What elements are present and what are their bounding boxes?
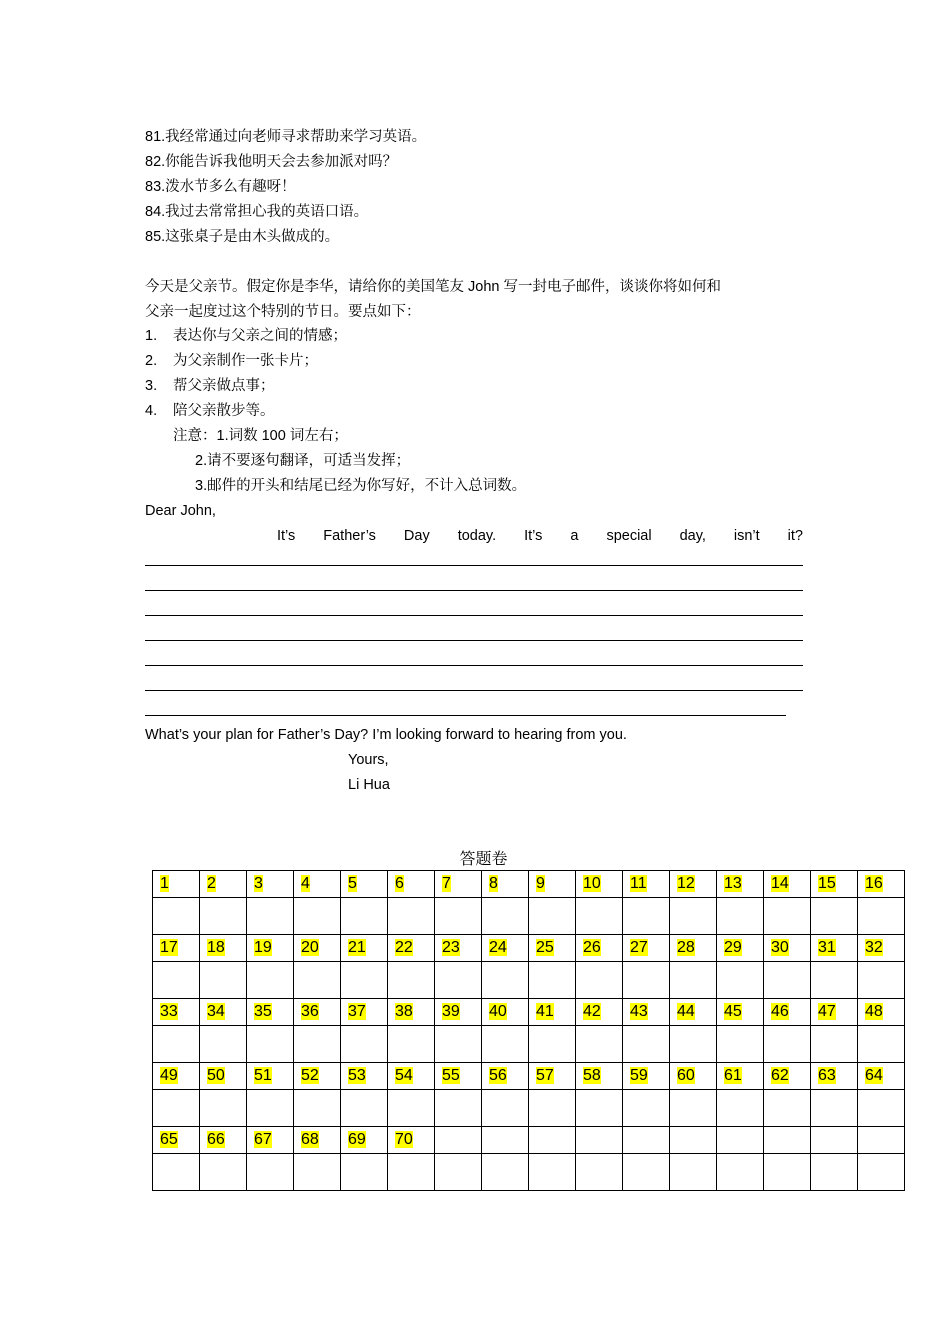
answer-sheet-title: 答题卷 [459,851,508,868]
question-number-cell [576,999,623,1026]
question-number-cell [200,871,247,898]
answer-cell[interactable] [529,1026,576,1063]
question-number-row [153,1063,905,1090]
question-number: 60 [677,1067,695,1084]
answer-row [153,962,905,999]
answer-cell[interactable] [482,1154,529,1191]
answer-cell[interactable] [576,1090,623,1127]
question-number-cell [482,935,529,962]
question-number-cell [153,999,200,1026]
answer-cell[interactable] [858,1090,905,1127]
point-text: 为父亲制作一张卡片； [173,353,318,369]
answer-cell[interactable] [435,1026,482,1063]
question-number-cell [670,935,717,962]
writing-line[interactable] [145,715,786,716]
question-number: 58 [583,1067,601,1084]
answer-cell[interactable] [435,898,482,935]
writing-line[interactable] [145,665,803,666]
answer-cell[interactable] [858,1154,905,1191]
question-number-cell [717,999,764,1026]
question-number: 33 [160,1003,178,1020]
answer-row [153,1026,905,1063]
question-number: 51 [254,1067,272,1084]
answer-cell[interactable] [247,1090,294,1127]
question-number-cell [623,999,670,1026]
prompt-point-1 [145,326,347,346]
point-text: 表达你与父亲之间的情感； [173,328,347,344]
writing-line[interactable] [145,690,803,691]
answer-cell[interactable] [435,962,482,999]
question-number: 59 [630,1067,648,1084]
question-number: 18 [207,939,225,956]
opening-word: Day [403,528,430,544]
question-number-cell [811,999,858,1026]
question-number: 34 [207,1003,225,1020]
question-number-cell [294,1063,341,1090]
question-number-cell [341,1127,388,1154]
answer-cell[interactable] [670,1090,717,1127]
prompt-note-1: 注意：1.词数 100 词左右； [173,428,348,444]
answer-cell[interactable] [623,1026,670,1063]
question-number: 61 [724,1067,742,1084]
answer-cell[interactable] [717,962,764,999]
question-number-cell [576,935,623,962]
question-number: 30 [771,939,789,956]
question-number-cell [576,1127,623,1154]
translation-item-81: 81.我经常通过向老师寻求帮助来学习英语。 [145,129,427,145]
question-number: 67 [254,1131,272,1148]
question-number-cell [670,871,717,898]
question-number-cell [200,935,247,962]
question-number: 21 [348,939,366,956]
question-number: 14 [771,875,789,892]
question-number: 2 [207,875,216,892]
question-number-cell [388,935,435,962]
question-number-cell [341,935,388,962]
question-number-cell [247,871,294,898]
answer-cell[interactable] [576,1026,623,1063]
answer-cell[interactable] [294,962,341,999]
answer-cell[interactable] [247,898,294,935]
translation-item-83: 83.泼水节多么有趣呀！ [145,179,296,195]
question-number: 29 [724,939,742,956]
question-number: 53 [348,1067,366,1084]
answer-cell[interactable] [341,1154,388,1191]
question-number-cell [811,1127,858,1154]
answer-cell[interactable] [576,962,623,999]
question-number: 70 [395,1131,413,1148]
answer-cell[interactable] [811,898,858,935]
question-number-cell [623,935,670,962]
answer-cell[interactable] [576,1154,623,1191]
answer-cell[interactable] [388,1026,435,1063]
question-number-cell [294,871,341,898]
answer-cell[interactable] [341,1026,388,1063]
answer-cell[interactable] [764,1154,811,1191]
question-number-cell [623,871,670,898]
question-number-cell [858,1063,905,1090]
question-number-cell [482,1127,529,1154]
answer-cell[interactable] [341,898,388,935]
point-text: 陪父亲散步等。 [173,403,275,419]
question-number-cell [576,1063,623,1090]
answer-cell[interactable] [388,898,435,935]
question-number: 48 [865,1003,883,1020]
question-number-cell [482,999,529,1026]
question-number-cell [670,999,717,1026]
question-number: 46 [771,1003,789,1020]
answer-row [153,898,905,935]
question-number: 26 [583,939,601,956]
answer-cell[interactable] [764,898,811,935]
question-number: 12 [677,875,695,892]
question-number: 64 [865,1067,883,1084]
answer-cell[interactable] [576,898,623,935]
question-number: 44 [677,1003,695,1020]
answer-cell[interactable] [811,962,858,999]
letter-closing: What’s your plan for Father’s Day? I’m looking forward to hearing from you. [145,727,627,743]
answer-sheet-table [152,870,905,1191]
question-number: 63 [818,1067,836,1084]
answer-cell[interactable] [294,898,341,935]
question-number-cell [247,935,294,962]
question-number-cell [717,871,764,898]
question-number-cell [388,1063,435,1090]
answer-cell[interactable] [153,1090,200,1127]
answer-cell[interactable] [200,1090,247,1127]
question-number: 22 [395,939,413,956]
question-number-cell [435,1127,482,1154]
question-number: 65 [160,1131,178,1148]
opening-word: It’s [277,528,296,544]
question-number-cell [576,871,623,898]
question-number-cell [247,999,294,1026]
question-number: 41 [536,1003,554,1020]
answer-cell[interactable] [670,898,717,935]
question-number-cell [341,871,388,898]
question-number-cell [482,1063,529,1090]
question-number-row [153,935,905,962]
question-number-cell [764,999,811,1026]
prompt-line-2: 父亲一起度过这个特别的节日。要点如下： [145,304,421,320]
question-number-cell [811,935,858,962]
writing-line[interactable] [145,565,803,566]
answer-cell[interactable] [811,1090,858,1127]
answer-cell[interactable] [294,1154,341,1191]
answer-cell[interactable] [717,1026,764,1063]
writing-line[interactable] [145,590,803,591]
question-number-cell [529,1063,576,1090]
answer-cell[interactable] [200,898,247,935]
question-number: 52 [301,1067,319,1084]
question-number-cell [811,871,858,898]
question-number: 55 [442,1067,460,1084]
answer-cell[interactable] [858,898,905,935]
writing-line[interactable] [145,640,803,641]
letter-greeting: Dear John, [145,503,216,519]
question-number-cell [294,935,341,962]
question-number: 10 [583,875,601,892]
question-number: 66 [207,1131,225,1148]
prompt-line-1: 今天是父亲节。假定你是李华，请给你的美国笔友 John 写一封电子邮件，谈谈你将如何和 [145,279,721,295]
question-number-cell [529,871,576,898]
question-number-cell [858,871,905,898]
question-number-cell [482,871,529,898]
answer-cell[interactable] [388,1154,435,1191]
question-number-cell [529,935,576,962]
question-number-cell [529,1127,576,1154]
question-number-cell [200,1127,247,1154]
opening-word: isn’t [733,528,760,544]
question-number-cell [858,1127,905,1154]
question-number: 54 [395,1067,413,1084]
answer-cell[interactable] [670,1154,717,1191]
question-number: 11 [630,875,647,892]
question-number: 3 [254,875,263,892]
answer-cell[interactable] [764,1026,811,1063]
answer-cell[interactable] [200,1026,247,1063]
question-number-cell [670,1063,717,1090]
answer-cell[interactable] [623,898,670,935]
answer-cell[interactable] [153,1154,200,1191]
answer-cell[interactable] [200,962,247,999]
question-number-cell [529,999,576,1026]
question-number-cell [153,871,200,898]
answer-cell[interactable] [529,1154,576,1191]
question-number-cell [623,1127,670,1154]
question-number-cell [717,1063,764,1090]
question-number-row [153,871,905,898]
answer-cell[interactable] [717,1154,764,1191]
answer-cell[interactable] [341,1090,388,1127]
question-number: 23 [442,939,460,956]
question-number: 68 [301,1131,319,1148]
question-number-cell [435,871,482,898]
question-number-cell [811,1063,858,1090]
question-number: 69 [348,1131,366,1148]
point-number: 2. [145,353,158,369]
question-number: 37 [348,1003,366,1020]
question-number: 7 [442,875,451,892]
prompt-note-2: 2.请不要逐句翻译，可适当发挥； [195,453,411,469]
answer-cell[interactable] [623,1154,670,1191]
question-number: 16 [865,875,883,892]
question-number: 31 [818,939,836,956]
translation-item-85: 85.这张桌子是由木头做成的。 [145,229,340,245]
answer-cell[interactable] [200,1154,247,1191]
answer-cell[interactable] [482,1026,529,1063]
answer-cell[interactable] [670,1026,717,1063]
question-number-cell [670,1127,717,1154]
question-number: 38 [395,1003,413,1020]
answer-cell[interactable] [858,1026,905,1063]
opening-word: today. [457,528,497,544]
question-number-cell [858,935,905,962]
translation-item-82: 82.你能告诉我他明天会去参加派对吗？ [145,154,398,170]
answer-cell[interactable] [294,1090,341,1127]
prompt-point-3 [145,376,275,396]
question-number: 39 [442,1003,460,1020]
answer-cell[interactable] [482,962,529,999]
question-number: 4 [301,875,310,892]
letter-name: Li Hua [348,777,390,793]
question-number: 19 [254,939,272,956]
prompt-point-2 [145,351,318,371]
question-number: 56 [489,1067,507,1084]
answer-cell[interactable] [529,1090,576,1127]
answer-cell[interactable] [247,1026,294,1063]
answer-cell[interactable] [153,1026,200,1063]
question-number-cell [764,871,811,898]
question-number: 45 [724,1003,742,1020]
question-number-cell [435,1063,482,1090]
answer-cell[interactable] [811,1026,858,1063]
answer-cell[interactable] [153,962,200,999]
question-number: 47 [818,1003,836,1020]
question-number-cell [247,1063,294,1090]
writing-line[interactable] [145,615,803,616]
point-text: 帮父亲做点事； [173,378,275,394]
answer-cell[interactable] [858,962,905,999]
answer-cell[interactable] [388,1090,435,1127]
question-number: 25 [536,939,554,956]
answer-cell[interactable] [247,962,294,999]
answer-cell[interactable] [153,898,200,935]
answer-cell[interactable] [482,898,529,935]
question-number: 20 [301,939,319,956]
answer-cell[interactable] [623,1090,670,1127]
prompt-note-3: 3.邮件的开头和结尾已经为你写好，不计入总词数。 [195,478,527,494]
answer-cell[interactable] [764,962,811,999]
question-number-cell [153,1127,200,1154]
letter-signoff: Yours, [348,752,389,768]
question-number: 5 [348,875,357,892]
question-number-cell [764,935,811,962]
answer-cell[interactable] [529,962,576,999]
opening-word: special [606,528,652,544]
question-number-cell [764,1063,811,1090]
question-number-cell [858,999,905,1026]
question-number: 42 [583,1003,601,1020]
opening-word: it? [787,528,803,544]
question-number: 6 [395,875,404,892]
question-number-cell [247,1127,294,1154]
opening-word: a [570,528,579,544]
answer-cell[interactable] [670,962,717,999]
question-number: 28 [677,939,695,956]
question-number: 57 [536,1067,554,1084]
letter-opening-sentence [277,526,803,546]
point-number: 3. [145,378,158,394]
question-number: 35 [254,1003,272,1020]
question-number: 24 [489,939,507,956]
question-number: 32 [865,939,883,956]
answer-cell[interactable] [623,962,670,999]
question-number: 15 [818,875,836,892]
question-number-row [153,1127,905,1154]
question-number: 1 [160,875,169,892]
question-number-cell [200,1063,247,1090]
question-number: 50 [207,1067,225,1084]
question-number-row [153,999,905,1026]
prompt-point-4 [145,401,275,421]
question-number-cell [435,935,482,962]
answer-cell[interactable] [341,962,388,999]
question-number: 49 [160,1067,178,1084]
answer-cell[interactable] [435,1154,482,1191]
question-number-cell [388,999,435,1026]
opening-word: It’s [524,528,543,544]
answer-cell[interactable] [717,898,764,935]
answer-cell[interactable] [294,1026,341,1063]
question-number-cell [294,1127,341,1154]
question-number-cell [153,1063,200,1090]
point-number: 4. [145,403,158,419]
answer-cell[interactable] [247,1154,294,1191]
question-number: 62 [771,1067,789,1084]
answer-cell[interactable] [764,1090,811,1127]
question-number-cell [435,999,482,1026]
answer-row [153,1090,905,1127]
question-number-cell [623,1063,670,1090]
point-number: 1. [145,328,158,344]
opening-word: day, [679,528,706,544]
answer-cell[interactable] [717,1090,764,1127]
question-number-cell [200,999,247,1026]
answer-cell[interactable] [529,898,576,935]
question-number: 13 [724,875,742,892]
answer-cell[interactable] [811,1154,858,1191]
translation-item-84: 84.我过去常常担心我的英语口语。 [145,204,369,220]
question-number: 17 [160,939,178,956]
question-number-cell [764,1127,811,1154]
question-number: 40 [489,1003,507,1020]
question-number: 8 [489,875,498,892]
question-number-cell [717,935,764,962]
opening-word: Father’s [323,528,376,544]
question-number: 27 [630,939,648,956]
answer-row [153,1154,905,1191]
question-number: 43 [630,1003,648,1020]
question-number-cell [388,1127,435,1154]
question-number-cell [341,999,388,1026]
answer-cell[interactable] [482,1090,529,1127]
answer-cell[interactable] [388,962,435,999]
question-number-cell [153,935,200,962]
question-number-cell [294,999,341,1026]
question-number: 9 [536,875,545,892]
question-number-cell [341,1063,388,1090]
question-number-cell [717,1127,764,1154]
answer-cell[interactable] [435,1090,482,1127]
question-number-cell [388,871,435,898]
question-number: 36 [301,1003,319,1020]
